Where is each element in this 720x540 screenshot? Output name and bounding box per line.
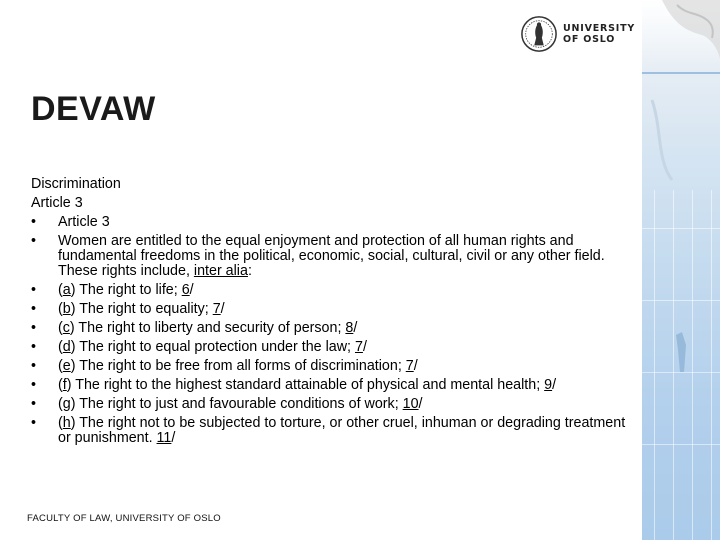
footer: FACULTY OF LAW, UNIVERSITY OF OSLO [27,513,221,524]
bullet-item [31,319,636,338]
underlined-text: 6 [181,282,190,298]
underlined-text: 7 [405,358,414,374]
underlined-text: 11 [156,430,172,446]
bullet-item [31,338,636,357]
bullet-item [31,213,636,232]
bullet-text: ) The right to the highest standard attainable of physical and mental health; [66,377,545,393]
university-seal-icon [520,15,558,53]
bullet-item [31,395,636,414]
intro-line: Discrimination [31,176,121,192]
bullet-item [31,300,636,319]
underlined-text: a [62,282,71,298]
slide-title: DEVAW [31,90,156,128]
bullet-text: ) The right to life; [70,282,182,298]
bullet-text: ( [58,396,63,412]
bullet-item [31,232,636,281]
underlined-text: 8 [345,320,354,336]
underlined-text: 7 [354,339,363,355]
bullet-item [31,281,636,300]
underlined-text: c [62,320,70,336]
decorative-sculpture-panel [642,0,720,540]
bullet-item [31,357,636,376]
bullet-text: ( [58,358,63,374]
bullet-text: ( [58,415,63,431]
bullet-text: / [413,358,418,374]
bullet-text: ) The right to be free from all forms of discrimination; [70,358,406,374]
university-wordmark [563,23,635,45]
bullet-text: / [220,301,225,317]
underlined-text: e [62,358,71,374]
bullet-text: ) The right to liberty and security of person; [69,320,346,336]
intro-line: Article 3 [31,195,83,211]
underlined-text: f [62,377,67,393]
bullet-item [31,376,636,395]
logo-line-2: OF OSLO [563,34,616,45]
logo-line-1: UNIVERSITY [563,23,636,34]
underlined-text: 9 [544,377,553,393]
slide-body [31,175,636,448]
bullet-text: ( [58,320,63,336]
bullet-text: : [247,263,252,279]
underlined-text: h [62,415,71,431]
underlined-text: b [62,301,71,317]
bullet-text: ) The right to equal protection under the law; [70,339,355,355]
underlined-text: g [62,396,71,412]
bullet-text: ( [58,339,63,355]
bullet-text: ) The right not to be subjected to torture, or other cruel, inhuman or degrading treatment or punishment. [58,415,626,446]
bullet-text: / [552,377,557,393]
bullet-text: / [418,396,423,412]
sculpture-head-icon [642,0,720,540]
bullet-text: / [171,430,176,446]
bullet-text: ( [58,301,63,317]
bullet-text: ( [58,282,63,298]
underlined-text: inter alia [193,263,248,279]
bullet-item [31,414,636,448]
university-logo [520,14,635,54]
bullet-list [31,213,636,448]
underlined-text: d [62,339,71,355]
bullet-text: ) The right to equality; [70,301,213,317]
bullet-text: ) The right to just and favourable conditions of work; [70,396,403,412]
bullet-text: / [353,320,358,336]
bullet-text: Women are entitled to the equal enjoyment and protection of all human rights and fundamental freedoms in the political, economic, social, cultural, civil or any other field. These rights include, [58,233,605,279]
underlined-text: 7 [212,301,221,317]
bullet-text: Article 3 [58,214,110,230]
bullet-text: / [189,282,194,298]
underlined-text: 10 [402,396,419,412]
bullet-text: / [362,339,367,355]
bullet-text: ( [58,377,63,393]
